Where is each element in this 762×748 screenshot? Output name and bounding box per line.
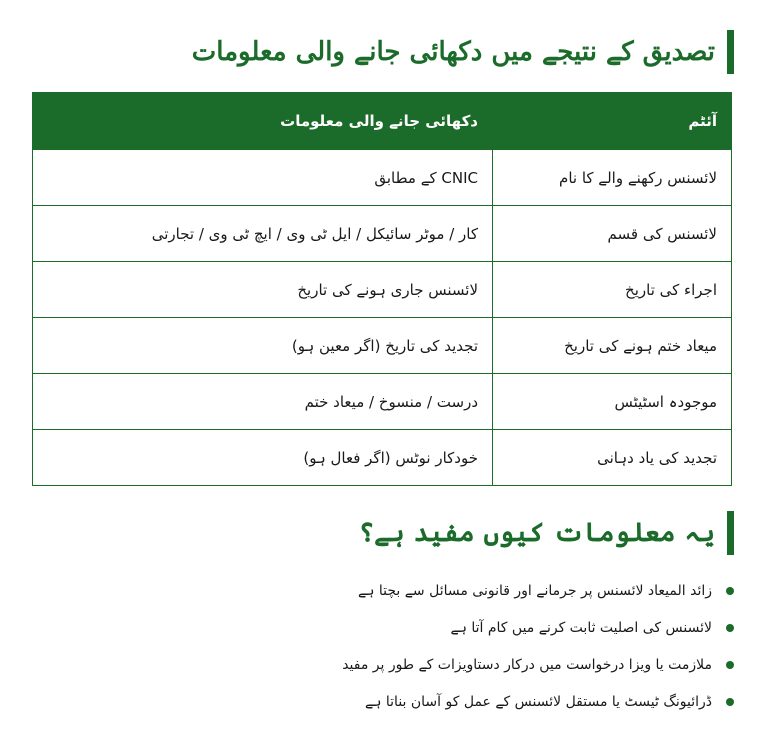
table-row — [33, 150, 732, 206]
item-cell: لائسنس رکھنے والے کا نام — [493, 150, 732, 206]
heading-title: یہ معلومات کیوں مفید ہے؟ — [358, 518, 715, 548]
info-cell: CNIC کے مطابق — [33, 150, 493, 206]
info-cell: خودکار نوٹس (اگر فعال ہو) — [33, 430, 493, 486]
list-item-text: ملازمت یا ویزا درخواست میں درکار دستاویزات کے طور پر مفید — [342, 656, 712, 673]
table-header-row — [33, 93, 732, 150]
list-item-text: لائسنس کی اصلیت ثابت کرنے میں کام آتا ہے — [450, 619, 712, 636]
list-item-text: ڈرائیونگ ٹیسٹ یا مستقل لائسنس کے عمل کو آسان بناتا ہے — [365, 693, 712, 710]
table-row — [33, 374, 732, 430]
column-header-info: دکھائی جانے والی معلومات — [33, 93, 493, 150]
section-heading-usefulness — [359, 511, 734, 555]
table-row — [33, 430, 732, 486]
heading-title: تصدیق کے نتیجے میں دکھائی جانے والی معلومات — [191, 37, 715, 67]
benefits-list — [342, 572, 734, 720]
info-cell: لائسنس جاری ہونے کی تاریخ — [33, 262, 493, 318]
item-cell: اجراء کی تاریخ — [493, 262, 732, 318]
info-cell: کار / موٹر سائیکل / ایل ٹی وی / ایچ ٹی وی / تجارتی — [33, 206, 493, 262]
item-cell: موجودہ اسٹیٹس — [493, 374, 732, 430]
heading-accent-bar — [727, 511, 734, 555]
column-header-item: آئٹم — [493, 93, 732, 150]
list-item — [342, 609, 734, 646]
item-cell: لائسنس کی قسم — [493, 206, 732, 262]
bullet-icon — [726, 698, 734, 706]
list-item — [342, 646, 734, 683]
info-table — [32, 92, 732, 486]
info-cell: تجدید کی تاریخ (اگر معین ہو) — [33, 318, 493, 374]
item-cell: میعاد ختم ہونے کی تاریخ — [493, 318, 732, 374]
section-heading-results — [192, 30, 734, 74]
list-item — [342, 572, 734, 609]
bullet-icon — [726, 624, 734, 632]
table-row — [33, 206, 732, 262]
table-row — [33, 318, 732, 374]
bullet-icon — [726, 587, 734, 595]
info-cell: درست / منسوخ / میعاد ختم — [33, 374, 493, 430]
table-row — [33, 262, 732, 318]
heading-accent-bar — [727, 30, 734, 74]
item-cell: تجدید کی یاد دہانی — [493, 430, 732, 486]
list-item-text: زائد المیعاد لائسنس پر جرمانے اور قانونی مسائل سے بچتا ہے — [357, 582, 712, 599]
bullet-icon — [726, 661, 734, 669]
list-item — [342, 683, 734, 720]
